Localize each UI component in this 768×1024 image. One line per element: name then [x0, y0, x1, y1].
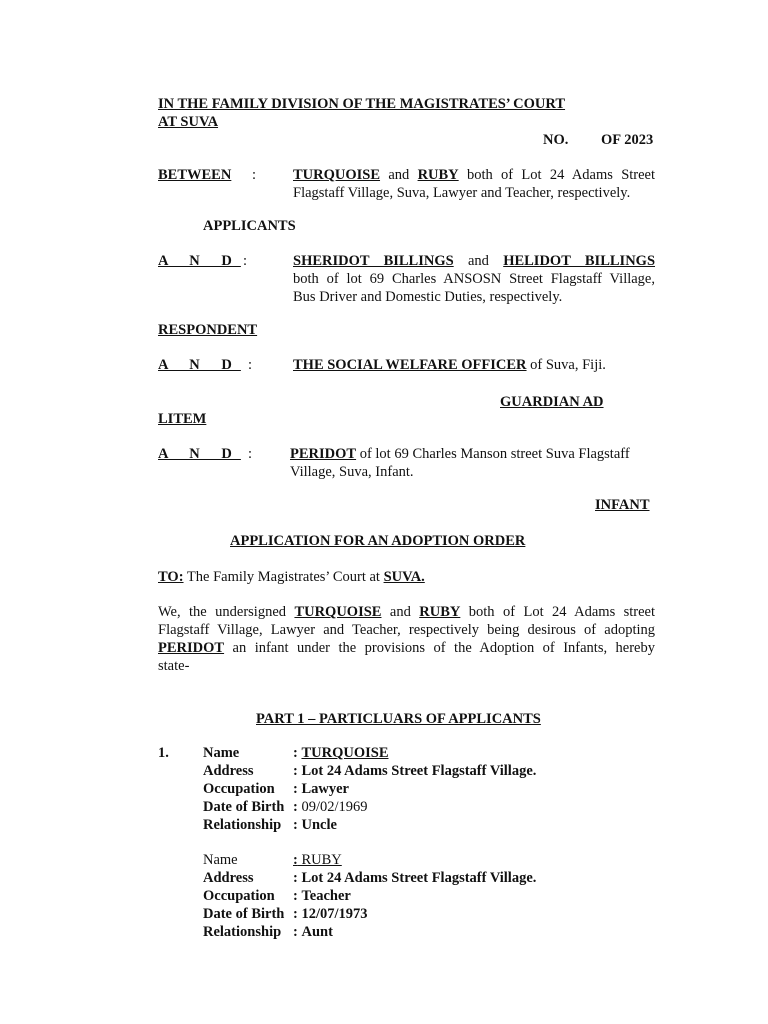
respondents-line3: Bus Driver and Domestic Duties, respectively.	[293, 289, 563, 305]
applicant1-address-row	[203, 762, 536, 780]
field-label: Date of Birth	[203, 799, 285, 815]
field-value: Lot 24 Adams Street Flagstaff Village.	[301, 870, 537, 886]
field-colon: :	[293, 870, 298, 886]
field-colon: :	[293, 906, 298, 922]
field-value: 09/02/1969	[301, 799, 368, 815]
case-number-label: NO.	[543, 132, 569, 148]
court-title-line1: IN THE FAMILY DIVISION OF THE MAGISTRATES’ COURT	[158, 96, 566, 112]
intro-name2: RUBY	[419, 604, 461, 620]
applicant1-dob-row	[203, 798, 368, 816]
field-value: RUBY	[297, 852, 342, 868]
infant-role: INFANT	[595, 497, 650, 513]
to-line	[158, 568, 425, 586]
intro-line1	[158, 603, 655, 621]
field-label: Date of Birth	[203, 906, 285, 922]
and-label-3: A N D	[158, 446, 241, 462]
infant-line1	[290, 445, 630, 463]
field-label: Occupation	[203, 888, 275, 904]
applicant1-occupation-row	[203, 780, 349, 798]
intro-line4: state-	[158, 658, 190, 674]
applicant1-name: TURQUOISE	[293, 167, 381, 183]
to-text: The Family Magistrates’ Court at	[186, 569, 380, 585]
field-colon: :	[293, 924, 298, 940]
field-value: Aunt	[301, 924, 333, 940]
field-label: Address	[203, 763, 254, 779]
case-number-year: OF 2023	[601, 132, 654, 148]
and-colon-3: :	[248, 446, 253, 462]
applicants-conj: and	[388, 167, 410, 183]
item-number: 1.	[158, 745, 169, 761]
infant-name: PERIDOT	[290, 446, 357, 462]
field-label: Occupation	[203, 781, 275, 797]
field-label: Relationship	[203, 924, 282, 940]
intro-line3	[158, 639, 655, 657]
applicants-role: APPLICANTS	[203, 218, 296, 234]
applicant2-name-row	[203, 851, 342, 869]
to-place: SUVA.	[383, 569, 425, 585]
intro-text-2: and	[389, 604, 411, 620]
field-label: Address	[203, 870, 254, 886]
intro-line2: Flagstaff Village, Lawyer and Teacher, respectively being desirous of adopting	[158, 622, 655, 638]
and-colon-2: :	[248, 357, 253, 373]
and-label-2: A N D	[158, 357, 241, 373]
field-colon: :	[293, 763, 298, 779]
respondents-line2: both of lot 69 Charles ANSOSN Street Flagstaff Village,	[293, 271, 655, 287]
respondents-line1	[293, 252, 655, 270]
field-colon: :	[293, 799, 298, 815]
applicants-address-1: both of Lot 24 Adams Street	[466, 167, 656, 183]
field-colon: :	[293, 852, 298, 868]
field-value: Lot 24 Adams Street Flagstaff Village.	[301, 763, 537, 779]
field-value: 12/07/1973	[301, 906, 368, 922]
and-label-1: A N D	[158, 253, 241, 269]
intro-name1: TURQUOISE	[294, 604, 382, 620]
respondent1-name: SHERIDOT BILLINGS	[293, 253, 454, 269]
field-value: TURQUOISE	[301, 745, 389, 761]
guardian-role-part1: GUARDIAN AD	[500, 394, 604, 410]
infant-line2: Village, Suva, Infant.	[290, 464, 414, 480]
field-value: Lawyer	[301, 781, 349, 797]
applicants-line2: Flagstaff Village, Suva, Lawyer and Teacher, respectively.	[293, 185, 631, 201]
applicant2-dob-row	[203, 905, 368, 923]
guardian-line	[293, 356, 606, 374]
field-value: Uncle	[301, 817, 337, 833]
respondent2-name: HELIDOT BILLINGS	[503, 253, 656, 269]
applicants-line1	[293, 166, 655, 184]
respondent-role: RESPONDENT	[158, 322, 258, 338]
guardian-rest: of Suva, Fiji.	[530, 357, 606, 373]
court-title-line2: AT SUVA	[158, 114, 219, 130]
between-colon: :	[252, 167, 257, 183]
guardian-name: THE SOCIAL WELFARE OFFICER	[293, 357, 527, 373]
applicant1-name-row	[203, 744, 389, 762]
field-label: Name	[203, 745, 240, 761]
field-colon: :	[293, 781, 298, 797]
intro-text-3: both of Lot 24 Adams street	[468, 604, 656, 620]
respondents-conj: and	[467, 253, 489, 269]
applicant1-relationship-row	[203, 816, 337, 834]
field-colon: :	[293, 817, 298, 833]
guardian-role-part2: LITEM	[158, 411, 207, 427]
part1-heading: PART 1 – PARTICLUARS OF APPLICANTS	[256, 711, 541, 727]
to-label: TO:	[158, 569, 184, 585]
intro-name3: PERIDOT	[158, 640, 225, 656]
field-value: Teacher	[301, 888, 351, 904]
between-label: BETWEEN	[158, 167, 232, 183]
application-title: APPLICATION FOR AN ADOPTION ORDER	[230, 533, 526, 549]
field-label: Name	[203, 852, 238, 868]
applicant2-relationship-row	[203, 923, 333, 941]
applicant2-name: RUBY	[417, 167, 459, 183]
applicant2-occupation-row	[203, 887, 351, 905]
and-colon-1: :	[243, 253, 248, 269]
infant-address-1: of lot 69 Charles Manson street Suva Flagstaff	[359, 446, 630, 462]
field-colon: :	[293, 745, 298, 761]
intro-text-1: We, the undersigned	[158, 604, 287, 620]
intro-text-4: an infant under the provisions of the Adoption of Infants, hereby	[232, 640, 655, 656]
field-label: Relationship	[203, 817, 282, 833]
applicant2-address-row	[203, 869, 536, 887]
field-colon: :	[293, 888, 298, 904]
